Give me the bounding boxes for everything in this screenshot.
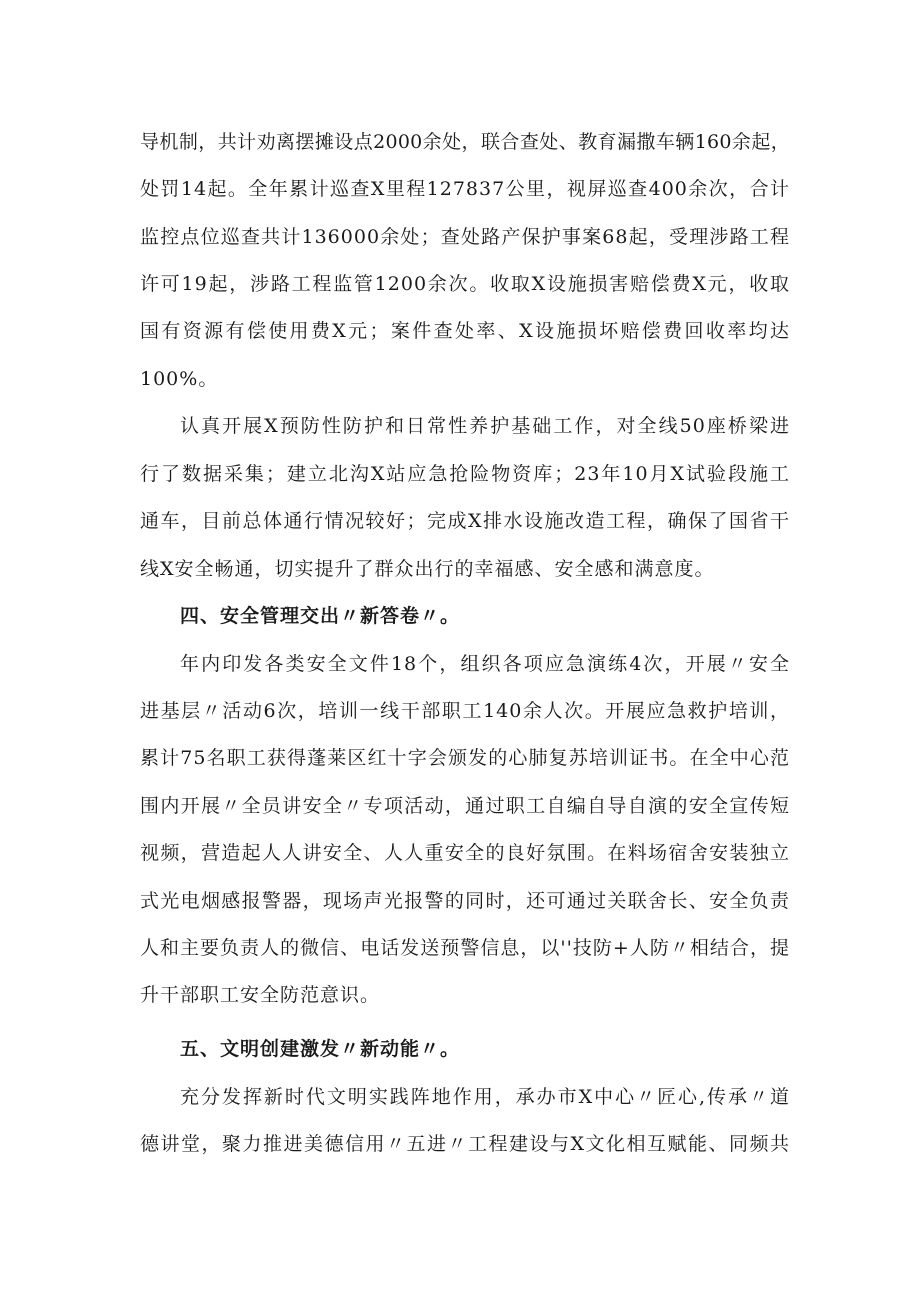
paragraph-line: 累计75名职工获得蓬莱区红十字会颁发的心肺复苏培训证书。在全中心范 [140,747,790,769]
paragraph-line: 视频，营造起人人讲安全、人人重安全的良好氛围。在料场宿舍安装独立 [140,842,790,864]
paragraph-line: 100%。 [140,368,219,390]
paragraph-line: 德讲堂，聚力推进美德信用〃五进〃工程建设与X文化相互赋能、同频共 [140,1133,790,1155]
paragraph-line: 围内开展〃全员讲安全〃专项活动，通过职工自编自导自演的安全宣传短 [140,795,790,817]
paragraph-first-line: 认真开展X预防性防护和日常性养护基础工作，对全线50座桥梁进 [180,415,790,437]
paragraph-line: 导机制，共计劝离摆摊设点2000余处，联合查处、教育漏撒车辆160余起， [140,131,790,153]
paragraph-line: 线X安全畅通，切实提升了群众出行的幸福感、安全感和满意度。 [140,558,715,580]
paragraph-line: 进基层〃活动6次，培训一线干部职工140余人次。开展应急救护培训， [140,700,790,722]
paragraph-line: 监控点位巡查共计136000余处；查处路产保护事案68起，受理涉路工程 [140,226,790,248]
paragraph-line: 行了数据采集；建立北沟X站应急抢险物资库；23年10月X试验段施工 [140,463,790,485]
paragraph-first-line: 年内印发各类安全文件18个，组织各项应急演练4次，开展〃安全 [180,653,790,675]
section-heading-five: 五、文明创建激发〃新动能〃。 [180,1038,461,1060]
paragraph-line: 许可19起，涉路工程监管1200余次。收取X设施损害赔偿费X元，收取 [140,273,790,295]
paragraph-line: 人和主要负责人的微信、电话发送预警信息，以''技防+人防〃相结合，提 [140,937,790,959]
paragraph-first-line: 充分发挥新时代文明实践阵地作用，承办市X中心〃匠心,传承〃道 [180,1086,790,1108]
paragraph-line: 通车，目前总体通行情况较好；完成X排水设施改造工程，确保了国省干 [140,510,790,532]
paragraph-line: 式光电烟感报警器，现场声光报警的同时，还可通过关联舍长、安全负责 [140,890,790,912]
paragraph-line: 处罚14起。全年累计巡查X里程127837公里，视屏巡查400余次，合计 [140,178,790,200]
section-heading-four: 四、安全管理交出〃新答卷〃。 [180,605,461,627]
paragraph-line: 国有资源有偿使用费X元；案件查处率、X设施损坏赔偿费回收率均达 [140,320,790,342]
paragraph-line: 升干部职工安全防范意识。 [140,984,381,1006]
